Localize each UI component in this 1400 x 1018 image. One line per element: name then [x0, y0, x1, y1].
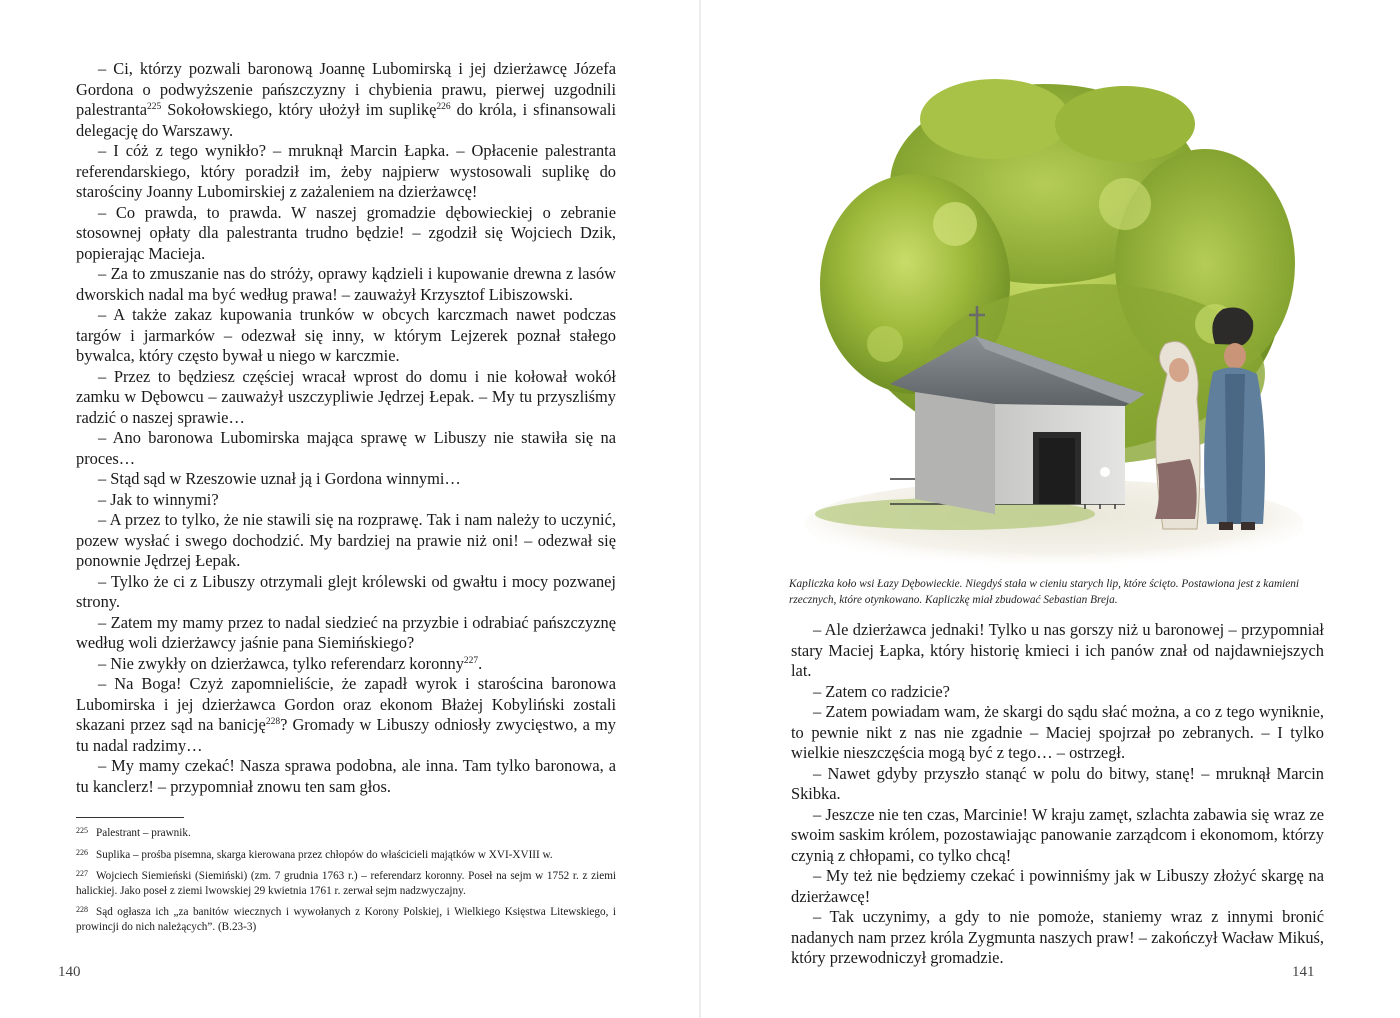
- paragraph: – Zatem co radzicie?: [813, 681, 950, 701]
- paragraph: – Co prawda, to prawda. W naszej gromadzie dębowieckiej o zebranie stosownej opłaty dla palestranta trudno będzie! – zgodził się Wojciech Dzik, popierając Macieja.: [76, 202, 616, 263]
- left-body-text: [76, 59, 616, 797]
- right-body-text: [791, 620, 1324, 969]
- footnote-ref[interactable]: 227: [463, 655, 479, 666]
- chapel-illustration: [795, 74, 1303, 564]
- paragraph: – I cóż z tego wynikło? – mruknął Marcin Łapka. – Opłacenie palestranta referendarskiego, który poradził im, żeby najpierw wystosowali suplikę do starościny Joanny Lubomirskiej z zażaleniem na dzierżawcę!: [76, 141, 616, 201]
- right-page: [700, 0, 1400, 1018]
- paragraph: – Ano baronowa Lubomirska mająca sprawę w Libuszy nie stawiła się na proces…: [76, 428, 616, 468]
- paragraph: – Jeszcze nie ten czas, Marcinie! W kraju zamęt, szlachta zabawia się wraz ze swoim saskim królem, pozostawiając panowanie zarządcom i ekonomom, którzy czynią z chłopami, co tylko chcą!: [791, 804, 1324, 865]
- paragraph: – Ale dzierżawca jednaki! Tylko u nas gorszy niż u baronowej – przypomniał stary Maciej Łapka, który historię kmieci i ich panów znał od najdawniejszych lat.: [791, 620, 1324, 680]
- paragraph: – A także zakaz kupowania trunków w obcych karczmach nawet podczas targów i jarmarków – odezwał się inny, w którym Lejzerek poznał stałego bywalca, który często bywał u niego w karczmie.: [76, 305, 616, 365]
- paragraph: – Tylko że ci z Libuszy otrzymali glejt królewski od gwałtu i mocy pozwanej strony.: [76, 571, 616, 611]
- footnote-ref[interactable]: 228: [265, 717, 281, 727]
- paragraph: – Za to zmuszanie nas do stróży, oprawy kądzieli i kupowanie drewna z lasów dworskich nadal ma być według prawa! – zauważył Krzysztof Libiszowski.: [76, 264, 616, 304]
- footnote: $^{228}$ Sąd ogłasza ich „za banitów wiecznych i wywołanych z Korony Polskiej, i Wielkiego Księstwa Litewskiego, i prowincji do nich należących”. (B.23-3): [76, 905, 616, 933]
- paragraph: – Tak uczynimy, a gdy to nie pomoże, staniemy wraz z innymi bronić nadanych nam przez króla Zygmunta naszych praw! – zakończył Wacław Mikuś, który przewodniczył gromadzie.: [791, 907, 1324, 967]
- footnote-ref[interactable]: 226: [436, 102, 451, 112]
- paragraph: – Przez to będziesz częściej wracał wprost do domu i nie kołował wokół zamku w Dębowcu – zauważył uszczypliwie Jędrzej Łepak. – My tu przyszliśmy radzić o naszej sprawie…: [76, 366, 616, 427]
- footnote-ref[interactable]: 225: [147, 102, 162, 112]
- footnote: $^{225}$ Palestrant – prawnik.: [76, 826, 191, 839]
- figure-caption: Kapliczka koło wsi Łazy Dębowieckie. Niegdyś stała w cieniu starych lip, które ścięto. Postawiona jest z kamieni rzecznych, które otynkowano. Kapliczkę miał zbudować Sebastian Breja.: [789, 578, 1300, 606]
- paragraph: – Zatem my mamy przez to nadal siedzieć na przyzbie i odrabiać pańszczyznę według woli dzierżawcy jaśnie pana Siemińskiego?: [76, 612, 616, 652]
- paragraph: – Jak to winnymi?: [98, 489, 219, 509]
- paragraph: – Nawet gdyby przyszło stanąć w polu do bitwy, stanę! – mruknął Marcin Skibka.: [791, 763, 1324, 803]
- footnote: $^{226}$ Suplika – prośba pisemna, skarga kierowana przez chłopów do właścicieli majątków w XVI-XVIII w.: [76, 847, 553, 861]
- paragraph: – My też nie będziemy czekać i powinniśmy jak w Libuszy złożyć skargę na dzierżawcę!: [791, 866, 1324, 906]
- paragraph: – A przez to tylko, że nie stawili się na rozprawę. Tak i nam należy to uczynić, pozew wysłać i swego dochodzić. My bardziej na prawie niż oni! – odezwał się ponownie Jędrzej Łepak.: [76, 510, 616, 570]
- footnote: $^{227}$ Wojciech Siemieński (Siemiński) (zm. 7 grudnia 1763 r.) – referendarz koronny. Poseł na sejm w 1752 r. z ziemi halickiej. Jako poseł z ziemi lwowskiej 29 kwietnia 1761 r. zerwał sejm nadzwyczajny.: [76, 869, 616, 897]
- page-number: 140: [58, 964, 81, 980]
- footnotes: [76, 824, 616, 940]
- page-number: 141: [1292, 964, 1315, 980]
- paragraph: – Ci, którzy pozwali baronową Joannę Lubomirską i jej dzierżawcę Józefa Gordona o podwyższenie pańszczyzny i chybienia prawu, pierwej uzgodnili palestranta$^{225}$ Sokołowskiego, który ułożył im suplikę$^{226}$ do króla, i sfinansowali delegację do Warszawy.: [76, 59, 616, 140]
- paragraph: – My mamy czekać! Nasza sprawa podobna, ale inna. Tam tylko baronowa, a tu kanclerz! – przypomniał znowu ten sam głos.: [76, 756, 616, 796]
- paragraph: – Nie zwykły on dzierżawca, tylko referendarz koronny$^{227}$.: [98, 653, 483, 673]
- paragraph: – Zatem powiadam wam, że skargi do sądu słać można, a co z tego wyniknie, to pewnie nikt z nas nie zgadnie – Maciej spojrzał po zebranych. – I tylko wielkie nieszczęścia mogą być z tego… – ostrzegł.: [791, 702, 1324, 762]
- footnote-divider: [76, 817, 184, 818]
- paragraph: – Na Boga! Czyż zapomnieliście, że zapadł wyrok i starościna baronowa Lubomirska i jej dzierżawca Gordon oraz ekonom Błażej Kobyliński zostali skazani przez sąd na banicję$^{228}$? Gromady w Libuszy odniosły zwycięstwo, a my tu nadal radzimy…: [76, 674, 616, 755]
- paragraph: – Stąd sąd w Rzeszowie uznał ją i Gordona winnymi…: [98, 469, 461, 488]
